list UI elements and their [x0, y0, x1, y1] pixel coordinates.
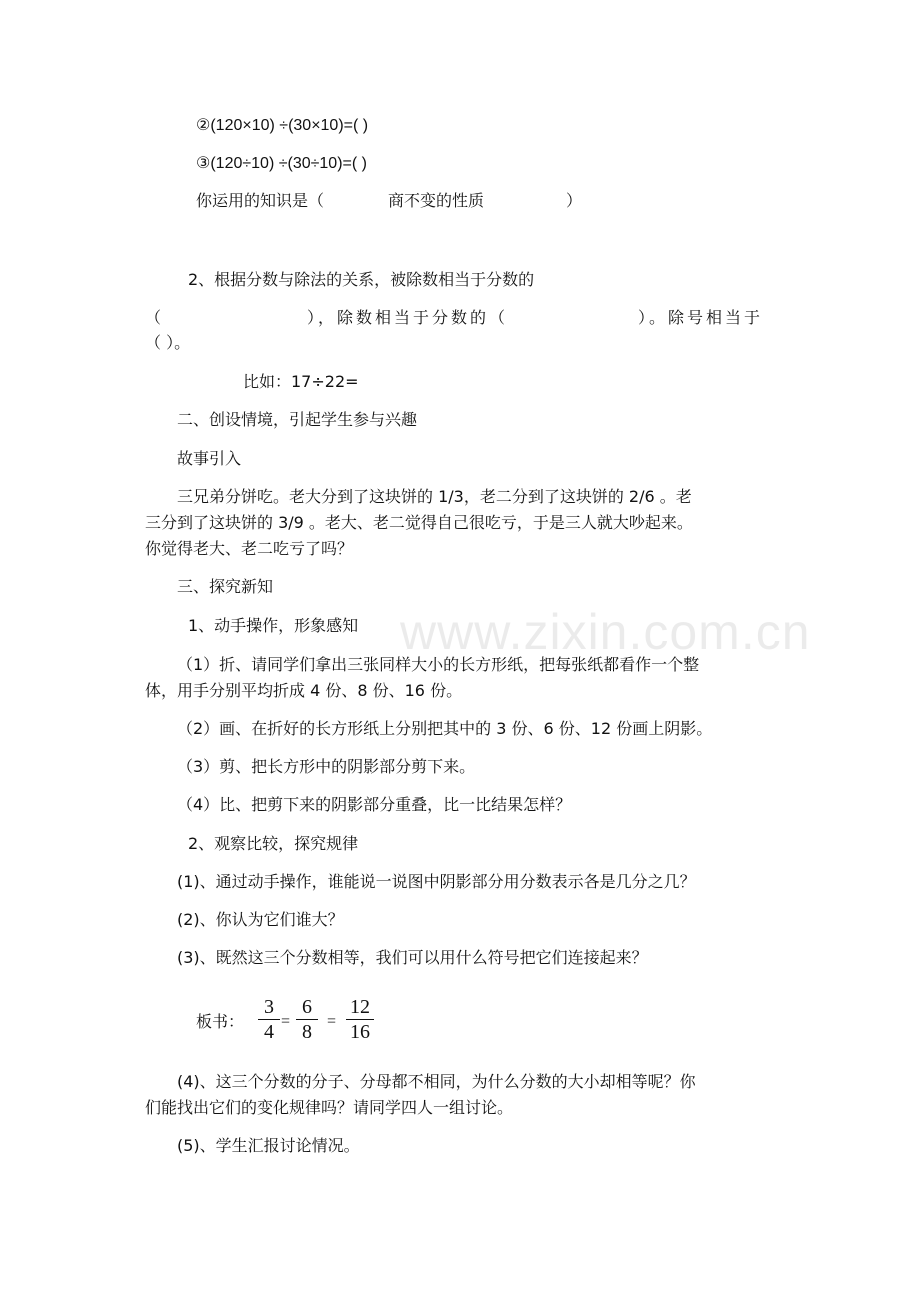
knowledge-answer: 商不变的性质	[388, 191, 485, 210]
q2-intro: 2、根据分数与除法的关系，被除数相当于分数的	[188, 270, 535, 289]
q2-line3: （ ）。	[145, 333, 191, 352]
fraction-numerator: 12	[350, 996, 370, 1018]
question-4-line-2: 们能找出它们的变化规律吗？请同学四人一组讨论。	[145, 1098, 514, 1117]
board-label: 板书：	[196, 1012, 245, 1031]
knowledge-suffix: ）	[566, 191, 583, 210]
step-cut: （3）剪、把长方形中的阴影部分剪下来。	[177, 757, 476, 776]
story-title: 故事引入	[177, 449, 242, 468]
section-3-item-1: 1、动手操作，形象感知	[188, 616, 359, 635]
story-line-3: 你觉得老大、老二吃亏了吗？	[145, 539, 354, 558]
fraction-numerator: 3	[264, 996, 274, 1018]
equals-sign: =	[281, 1013, 291, 1030]
q2-blank2-text: ），除数相当于分数的（	[307, 308, 509, 327]
story-line-2: 三分到了这块饼的 3/9 。老大、老二觉得自己很吃亏，于是三人就大吵起来。	[145, 513, 693, 532]
fraction-denominator: 8	[302, 1021, 312, 1043]
fraction-12-16	[344, 996, 376, 1043]
question-3: (3)、既然这三个分数相等，我们可以用什么符号把它们连接起来？	[177, 948, 648, 967]
step-fold-line-1: （1）折、请同学们拿出三张同样大小的长方形纸，把每张纸都看作一个整	[177, 655, 700, 674]
story-line-1: 三兄弟分饼吃。老大分到了这块饼的 1/3，老二分到了这块饼的 2/6 。老	[177, 487, 692, 506]
section-3-item-2: 2、观察比较，探究规律	[188, 834, 359, 853]
fraction-denominator: 16	[350, 1021, 370, 1043]
knowledge-prefix: 你运用的知识是（	[196, 191, 325, 210]
section-3-heading: 三、探究新知	[177, 577, 274, 596]
question-1: (1)、通过动手操作，谁能说一说图中阴影部分用分数表示各是几分之几？	[177, 872, 696, 891]
question-4-line-1: (4)、这三个分数的分子、分母都不相同，为什么分数的大小却相等呢？你	[177, 1072, 696, 1091]
q2-blank1-open: （	[145, 308, 162, 327]
question-5: (5)、学生汇报讨论情况。	[177, 1136, 360, 1155]
fraction-bar	[346, 1019, 374, 1020]
fraction-bar	[258, 1019, 280, 1020]
knowledge-line	[196, 191, 582, 211]
fraction-numerator: 6	[302, 996, 312, 1018]
fraction-3-4	[256, 996, 282, 1043]
step-fold-line-2: 体，用手分别平均折成 4 份、8 份、16 份。	[145, 681, 463, 700]
question-2: (2)、你认为它们谁大？	[177, 910, 344, 929]
step-draw: （2）画、在折好的长方形纸上分别把其中的 3 份、6 份、12 份画上阴影。	[177, 719, 713, 738]
exercise-line-2: ②(120×10) ÷(30×10)=( )	[196, 117, 369, 134]
watermark: www.zixin.com.cn	[400, 604, 811, 660]
section-2-heading: 二、创设情境，引起学生参与兴趣	[177, 410, 418, 429]
example-line: 比如：17÷22=	[243, 372, 359, 391]
q2-line2	[145, 308, 763, 328]
exercise-line-3: ③(120÷10) ÷(30÷10)=( )	[196, 155, 367, 172]
fraction-6-8	[294, 996, 320, 1043]
fraction-denominator: 4	[264, 1021, 274, 1043]
equals-sign: =	[327, 1013, 337, 1030]
fraction-bar	[296, 1019, 318, 1020]
q2-blank3-text: ）。除号相当于	[638, 308, 764, 327]
step-compare: （4）比、把剪下来的阴影部分重叠，比一比结果怎样？	[177, 795, 572, 814]
